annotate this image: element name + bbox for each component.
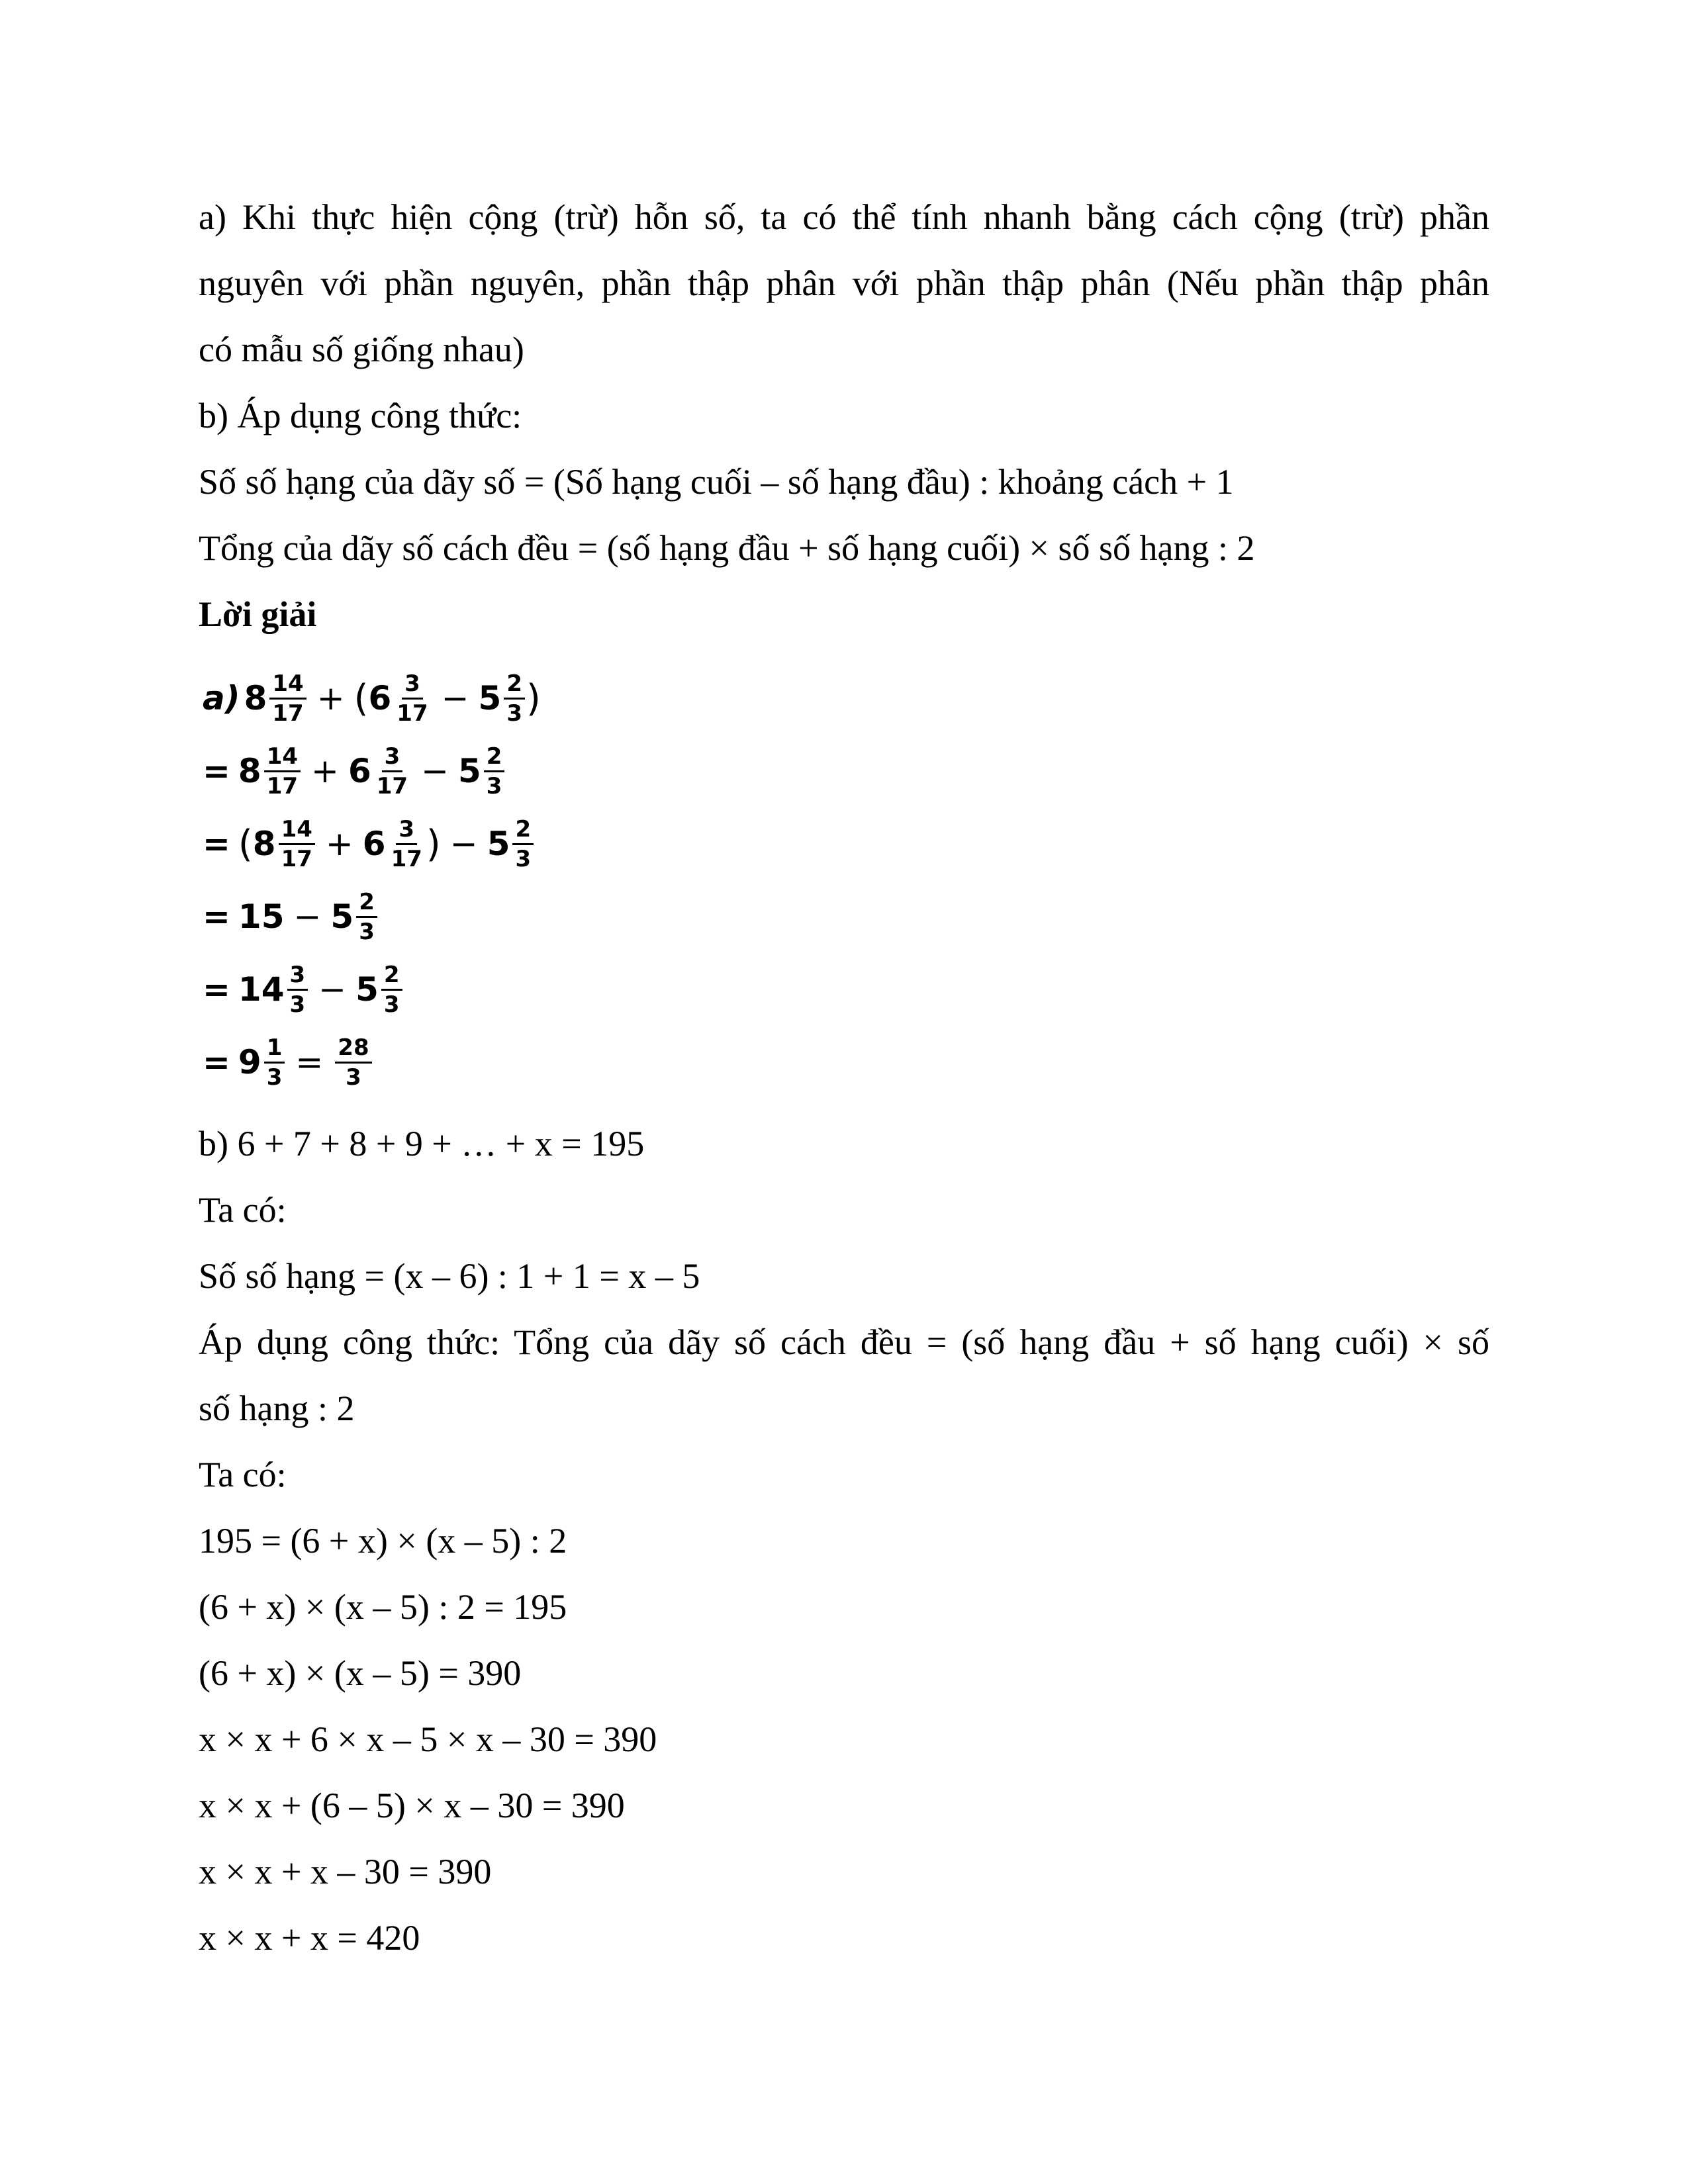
fraction: [484, 744, 505, 799]
numerator: 3: [287, 962, 308, 991]
part-b-line-11: x × x + (6 – 5) × x – 30 = 390: [199, 1786, 625, 1825]
minus-sign: −: [449, 825, 478, 863]
part-b-line-5: số hạng : 2: [199, 1388, 355, 1428]
fraction: [279, 817, 315, 872]
part-b-line-3: Số số hạng = (x – 6) : 1 + 1 = x – 5: [199, 1256, 700, 1296]
part-b-line-6: Ta có:: [199, 1455, 287, 1494]
numerator: 2: [504, 671, 525, 700]
fraction: [356, 889, 377, 944]
mixed-number: [355, 962, 403, 1017]
denominator: 3: [346, 1064, 361, 1091]
integer-value: 15: [238, 897, 285, 936]
whole-part: 6: [362, 825, 386, 863]
numerator: 3: [382, 744, 403, 772]
math-line-3: [203, 811, 535, 877]
hint-b-line-3: Tổng của dãy số cách đều = (số hạng đầu + số hạng cuối) × số số hạng : 2: [199, 528, 1255, 568]
hint-a-line-1: a) Khi thực hiện cộng (trừ) hỗn số, ta có thể tính nhanh bằng cách cộng (trừ) phần: [199, 197, 1489, 237]
part-b-line-9: (6 + x) × (x – 5) = 390: [199, 1653, 522, 1693]
denominator: 17: [376, 772, 408, 799]
hint-a-line-3: có mẫu số giống nhau): [199, 330, 524, 369]
equals-sign: =: [203, 970, 230, 1009]
whole-part: 8: [252, 825, 276, 863]
math-line-4: [203, 884, 379, 950]
part-b-line-13: x × x + x = 420: [199, 1918, 420, 1958]
fraction: [504, 671, 525, 726]
math-line-1: [203, 665, 541, 731]
part-b-line-8: (6 + x) × (x – 5) : 2 = 195: [199, 1587, 567, 1627]
numerator: 2: [512, 817, 534, 845]
equals-sign: =: [203, 825, 230, 863]
math-line-5: [203, 956, 404, 1023]
mixed-number: [244, 671, 308, 726]
mixed-number: [368, 671, 432, 726]
denominator: 3: [359, 918, 375, 945]
numerator: 2: [381, 962, 402, 991]
minus-sign: −: [318, 970, 347, 1009]
left-paren: (: [353, 676, 369, 720]
whole-part: 5: [478, 679, 502, 717]
whole-part: 6: [368, 679, 392, 717]
denominator: 17: [266, 772, 299, 799]
right-paren: ): [526, 676, 541, 720]
mixed-number: [238, 962, 309, 1017]
fraction: [512, 817, 534, 872]
whole-part: 6: [348, 752, 371, 790]
mixed-number: [479, 671, 526, 726]
fraction: [287, 962, 308, 1017]
hint-a-line-2: nguyên với phần nguyên, phần thập phân với phần thập phân (Nếu phần thập phân: [199, 263, 1489, 303]
math-line-2: [203, 738, 506, 804]
numerator: 3: [396, 817, 417, 845]
mixed-number: [348, 744, 412, 799]
denominator: 3: [289, 991, 306, 1018]
hint-b-line-2: Số số hạng của dãy số = (Số hạng cuối – số hạng đầu) : khoảng cách + 1: [199, 462, 1234, 502]
mixed-number: [330, 889, 378, 944]
numerator: 2: [484, 744, 505, 772]
whole-part: 5: [355, 970, 379, 1009]
part-b-line-7: 195 = (6 + x) × (x – 5) : 2: [199, 1521, 567, 1561]
mixed-number: [238, 1035, 286, 1090]
part-b-line-12: x × x + x – 30 = 390: [199, 1852, 492, 1891]
denominator: 3: [383, 991, 400, 1018]
mixed-number: [363, 817, 426, 872]
whole-part: 14: [238, 970, 285, 1009]
denominator: 3: [486, 772, 502, 799]
numerator: 3: [402, 671, 423, 700]
solution-heading: Lời giải: [199, 594, 317, 634]
plus-sign: +: [325, 825, 353, 863]
math-line-6: [203, 1029, 373, 1095]
numerator: 28: [335, 1035, 371, 1064]
fraction: [389, 817, 425, 872]
denominator: 17: [391, 845, 422, 872]
denominator: 3: [515, 845, 532, 872]
right-paren: ): [426, 822, 441, 866]
equals-sign: =: [203, 752, 230, 790]
hint-b-line-1: b) Áp dụng công thức:: [199, 396, 522, 435]
denominator: 17: [281, 845, 312, 872]
denominator: 3: [506, 700, 522, 727]
fraction: [394, 671, 430, 726]
fraction: [269, 671, 306, 726]
numerator: 2: [356, 889, 377, 918]
equals-sign: =: [203, 1043, 230, 1081]
part-a-label: a): [203, 679, 240, 717]
fraction: [264, 1035, 285, 1090]
plus-sign: +: [311, 752, 339, 790]
whole-part: 8: [244, 679, 267, 717]
part-b-line-10: x × x + 6 × x – 5 × x – 30 = 390: [199, 1719, 657, 1759]
equals-sign: =: [203, 897, 230, 936]
whole-part: 5: [457, 752, 481, 790]
minus-sign: −: [293, 897, 322, 936]
numerator: 14: [279, 817, 315, 845]
whole-part: 9: [238, 1043, 261, 1081]
left-paren: (: [238, 822, 253, 866]
denominator: 3: [266, 1064, 283, 1091]
fraction: [264, 744, 301, 799]
minus-sign: −: [421, 752, 449, 790]
numerator: 14: [269, 671, 306, 700]
mixed-number: [458, 744, 506, 799]
minus-sign: −: [441, 679, 469, 717]
whole-part: 5: [330, 897, 354, 936]
fraction: [374, 744, 410, 799]
plus-sign: +: [316, 679, 345, 717]
numerator: 14: [264, 744, 301, 772]
fraction: [335, 1035, 371, 1090]
part-b-line-2: Ta có:: [199, 1190, 287, 1230]
part-b-line-4: Áp dụng công thức: Tổng của dãy số cách đều = (số hạng đầu + số hạng cuối) × số: [199, 1322, 1489, 1362]
fraction: [381, 962, 402, 1017]
mixed-number: [238, 744, 302, 799]
part-b-line-1: b) 6 + 7 + 8 + 9 + … + x = 195: [199, 1124, 645, 1163]
denominator: 17: [397, 700, 428, 727]
whole-part: 8: [238, 752, 261, 790]
mixed-number: [253, 817, 316, 872]
whole-part: 5: [487, 825, 510, 863]
numerator: 1: [264, 1035, 285, 1064]
mixed-number: [487, 817, 535, 872]
denominator: 17: [272, 700, 304, 727]
equals-sign: =: [295, 1043, 324, 1081]
